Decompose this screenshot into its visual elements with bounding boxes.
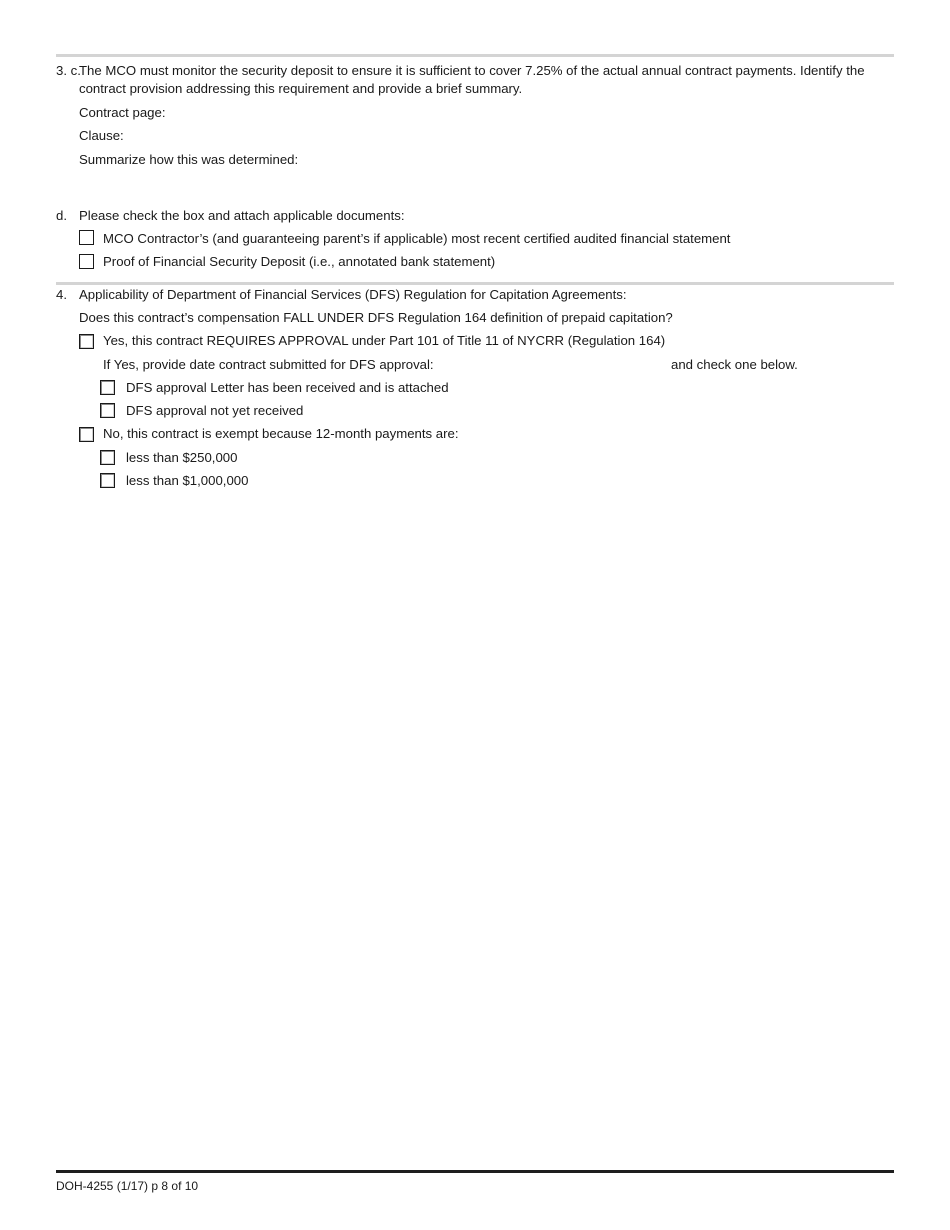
footer-form-id: DOH-4255 (1/17) p 8 of 10 [56,1179,199,1193]
section-divider-top [56,54,894,57]
contract-page-field[interactable] [180,103,880,121]
summary-field[interactable] [300,150,880,186]
less-than-250k-label: less than $250,000 [126,450,238,465]
security-deposit-label: Proof of Financial Security Deposit (i.e., annotated bank statement) [103,254,496,269]
contract-page-label: Contract page: [79,105,166,120]
no-exempt-label: No, this contract is exempt because 12-month payments are: [103,426,459,441]
question-3c-text-line2: contract provision addressing this requirement and provide a brief summary. [79,81,523,96]
dfs-submission-date-field[interactable] [428,355,663,373]
financial-statement-checkbox[interactable] [79,230,94,245]
dfs-approval-received-label: DFS approval Letter has been received and is attached [126,380,449,395]
dfs-submission-date-label: If Yes, provide date contract submitted for DFS approval: [103,357,434,372]
summarize-label: Summarize how this was determined: [79,152,299,167]
question-4-heading: Applicability of Department of Financial Services (DFS) Regulation for Capitation Agreements: [79,287,627,302]
question-3c-text-line1: The MCO must monitor the security deposit to ensure it is sufficient to cover 7.25% of the actual annual contract payments. Identify the [79,63,865,78]
dfs-approval-not-received-checkbox[interactable] [100,403,115,418]
less-than-250k-checkbox[interactable] [100,450,115,465]
less-than-1m-checkbox[interactable] [100,473,115,488]
no-exempt-checkbox[interactable] [79,427,94,442]
dfs-approval-received-checkbox[interactable] [100,380,115,395]
question-d-instruction: Please check the box and attach applicable documents: [79,208,405,223]
question-d-letter: d. [56,208,67,223]
clause-field[interactable] [130,126,880,144]
yes-requires-approval-checkbox[interactable] [79,334,94,349]
question-4-question: Does this contract’s compensation FALL UNDER DFS Regulation 164 definition of prepaid capitation? [79,310,673,325]
footer-divider [56,1170,894,1173]
dfs-approval-not-received-label: DFS approval not yet received [126,403,304,418]
section-divider-middle [56,282,894,285]
question-3c-number: 3. c. [56,63,81,78]
less-than-1m-label: less than $1,000,000 [126,473,249,488]
security-deposit-checkbox[interactable] [79,254,94,269]
yes-requires-approval-label: Yes, this contract REQUIRES APPROVAL under Part 101 of Title 11 of NYCRR (Regulation 164) [103,333,666,348]
clause-label: Clause: [79,128,124,143]
check-one-below-text: and check one below. [671,357,798,372]
financial-statement-label: MCO Contractor’s (and guaranteeing parent’s if applicable) most recent certified audited financial statement [103,231,731,246]
question-4-number: 4. [56,287,67,302]
